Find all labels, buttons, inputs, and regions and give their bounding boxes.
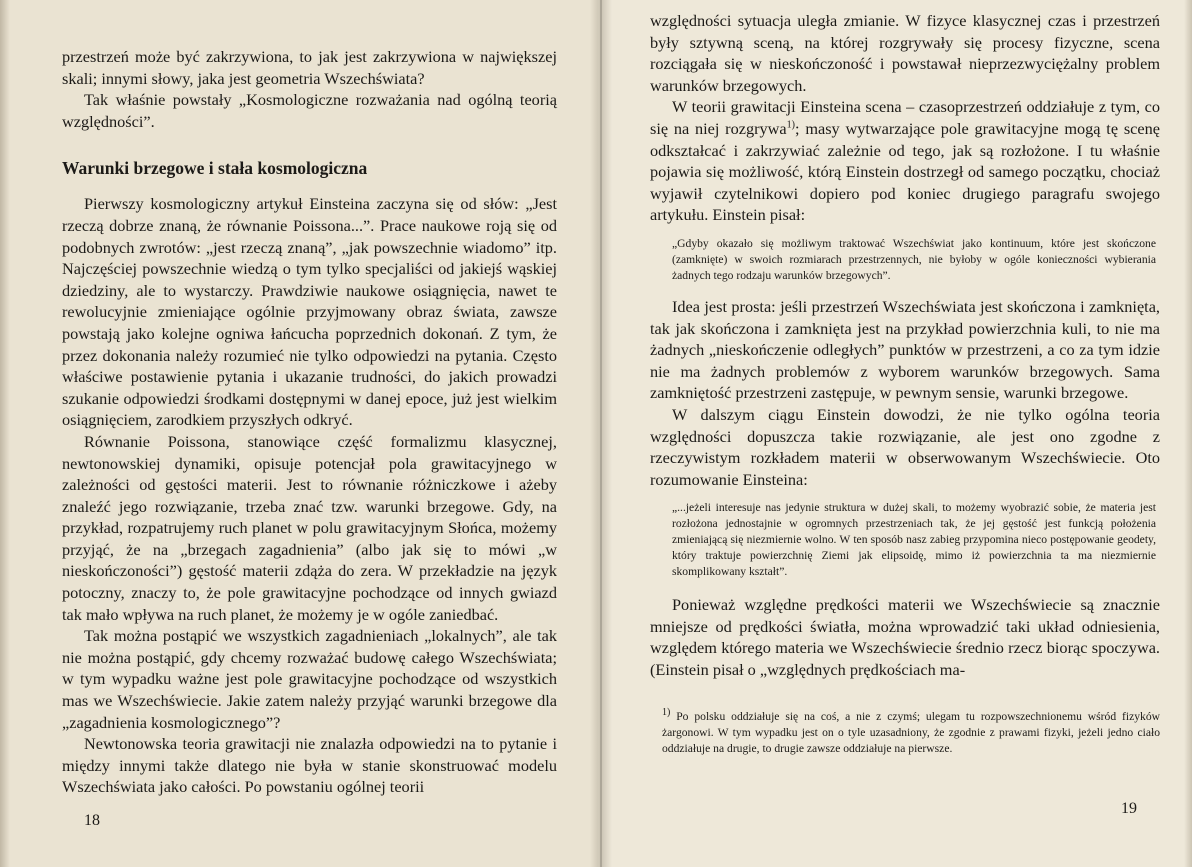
section-heading: Warunki brzegowe i stała kosmologiczna: [62, 158, 368, 179]
book-gutter: [590, 0, 612, 867]
page-number: 18: [84, 812, 100, 829]
footnote-text: Po polsku oddziałuje się na coś, a nie z czymś; ulegam tu rozpowszechnionemu wśród fizyków żargonowi. W tym wypadku jest on o tyle uzasadniony, że zgodnie z prawami fizyki, jeżeli jedno ciało oddziałuje na drugie, to drugie zawsze oddziałuje na pierwsze.: [662, 709, 1160, 755]
block-quote: „Gdyby okazało się możliwym traktować Wszechświat jako kontinuum, które jest skończone (zamknięte) w swoich rozmiarach przestrzennych, nie byłoby w ogóle konieczności wybierania żadnych tego rodzaju warunków brzegowych”.: [672, 236, 1156, 282]
paragraph-text: W teorii grawitacji Einsteina scena – czasoprzestrzeń oddziałuje z tym, co się na niej rozgrywa: [650, 97, 1160, 138]
page-edge-shadow: [0, 0, 10, 867]
footnote-label: 1): [662, 706, 671, 718]
page-edge-shadow: [1184, 0, 1192, 867]
page-number: 19: [1121, 800, 1137, 817]
paragraph: względności sytuacja uległa zmianie. W fizyce klasycznej czas i przestrzeń były sztywną sceną, na której rozgrywały się procesy fizyczne, scena rozciągała się w nieskończoność i powstawał nieprzezwyciężalny problem warunków brzegowych.: [650, 11, 1160, 95]
footnote-marker: 1): [786, 119, 796, 131]
paragraph: Idea jest prosta: jeśli przestrzeń Wszechświata jest skończona i zamknięta, tak jak skończona i zamknięta jest na przykład powierzchnia kuli, to nie ma żadnych „nieskończenie odległych” punktów w przestrzeni, a co za tym idzie nie ma żadnych problemów z wyborem warunków brzegowych. Sama zamkniętość przestrzeni zastępuje, w pewnym sensie, warunki brzegowe.: [650, 296, 1160, 403]
paragraph: [650, 96, 1160, 226]
paragraph: Pierwszy kosmologiczny artykuł Einsteina zaczyna się od słów: „Jest rzeczą dobrze znaną, że równanie Poissona...”. Prace naukowe roją się od podobnych zwrotów: „jest rzeczą znaną”, „jak powszechnie wiadomo” itp. Najczęściej powszechnie wiedzą o tym tylko specjaliści od jakiejś wąskiej dziedziny, ale to wystarczy. Prawdziwie naukowe osiągnięcia, nawet te rewolucyjnie zmieniające ogólnie przyjmowany obraz świata, zawsze powstają jako kolejne ogniwa łańcucha poprzednich dokonań. Z tym, że przez dokonania należy rozumieć nie tylko odpowiedzi na pytania. Często właściwe postawienie pytania i ukazanie trudności, do jakich prowadzi szukanie odpowiedzi środkami dostępnymi w danej epoce, już jest wielkim osiągnięciem, zarodkiem przyszłych odkryć.: [62, 194, 557, 430]
block-quote: „...jeżeli interesuje nas jedynie struktura w dużej skali, to możemy wyobrazić sobie, że materia jest rozłożona jednostajnie w ogromnych przestrzeniach tak, że jej gęstość jest funkcją położenia zmieniającą się niezmiernie wolno. W ten sposób nasz zabieg przypomina nieco postępowanie geodety, który traktuje powierzchnię Ziemi jak elipsoidę, mimo iż powierzchnia ta ma niezmiernie skomplikowany kształt”.: [672, 501, 1156, 579]
paragraph: przestrzeń może być zakrzywiona, to jak jest zakrzywiona w największej skali; innymi słowy, jaka jest geometria Wszechświata?: [62, 47, 557, 88]
paragraph: Newtonowska teoria grawitacji nie znalazła odpowiedzi na to pytanie i między innymi także dlatego nie była w stanie skonstruować modelu Wszechświata jako całości. Po powstaniu ogólnej teorii: [62, 734, 557, 797]
footnote: [662, 706, 1160, 757]
paragraph: Tak właśnie powstały „Kosmologiczne rozważania nad ogólną teorią względności”.: [62, 90, 557, 131]
paragraph-text: ; masy wytwarzające pole grawitacyjne mogą tę scenę odkształcać i zakrzywiać zależnie od tego, jak są rozłożone. I tu właśnie pojawia się możliwość, którą Einstein dostrzegł od samego początku, chociaż wyjawił czytelnikowi dopiero pod koniec drugiego paragrafu swojego artykułu. Einstein pisał:: [650, 118, 1160, 225]
left-text-column: [62, 46, 557, 798]
paragraph: Ponieważ względne prędkości materii we Wszechświecie są znacznie mniejsze od prędkości światła, można wprowadzić taki układ odniesienia, względem którego materia we Wszechświecie średnio rzecz biorąc spoczywa. (Einstein pisał o „względnych prędkościach ma-: [650, 595, 1160, 680]
right-page: [600, 0, 1192, 867]
paragraph: Równanie Poissona, stanowiące część formalizmu klasycznej, newtonowskiej dynamiki, opisuje potencjał pola grawitacyjnego w zależności od gęstości materii. Jest to równanie różniczkowe i ażeby znaleźć jego rozwiązanie, trzeba znać tzw. warunki brzegowe. Gdy, na przykład, rozpatrujemy ruch planet w polu grawitacyjnym Słońca, możemy przyjąć, że na „brzegach zagadnienia” (albo jak się to mówi „w nieskończoności”) gęstość materii zdąża do zera. W przekładzie na język potoczny, znaczy to, że pole grawitacyjne pochodzące od innych gwiazd tak mało wpływa na ruch planet, że możemy je w ogóle zaniedbać.: [62, 431, 557, 624]
paragraph: W dalszym ciągu Einstein dowodzi, że nie tylko ogólna teoria względności dopuszcza takie rozwiązanie, ale jest ono zgodne z rzeczywistym rozkładem materii w obserwowanym Wszechświecie. Oto rozumowanie Einsteina:: [650, 404, 1160, 489]
paragraph: Tak można postąpić we wszystkich zagadnieniach „lokalnych”, ale tak nie można postąpić, gdy chcemy rozważać budowę całego Wszechświata; w tym wypadku ważne jest pole grawitacyjne pochodzące od wszystkich mas we Wszechświecie. Jakie zatem należy przyjąć warunki brzegowe dla „zagadnienia kosmologicznego”?: [62, 626, 557, 732]
right-text-column: [650, 10, 1160, 757]
